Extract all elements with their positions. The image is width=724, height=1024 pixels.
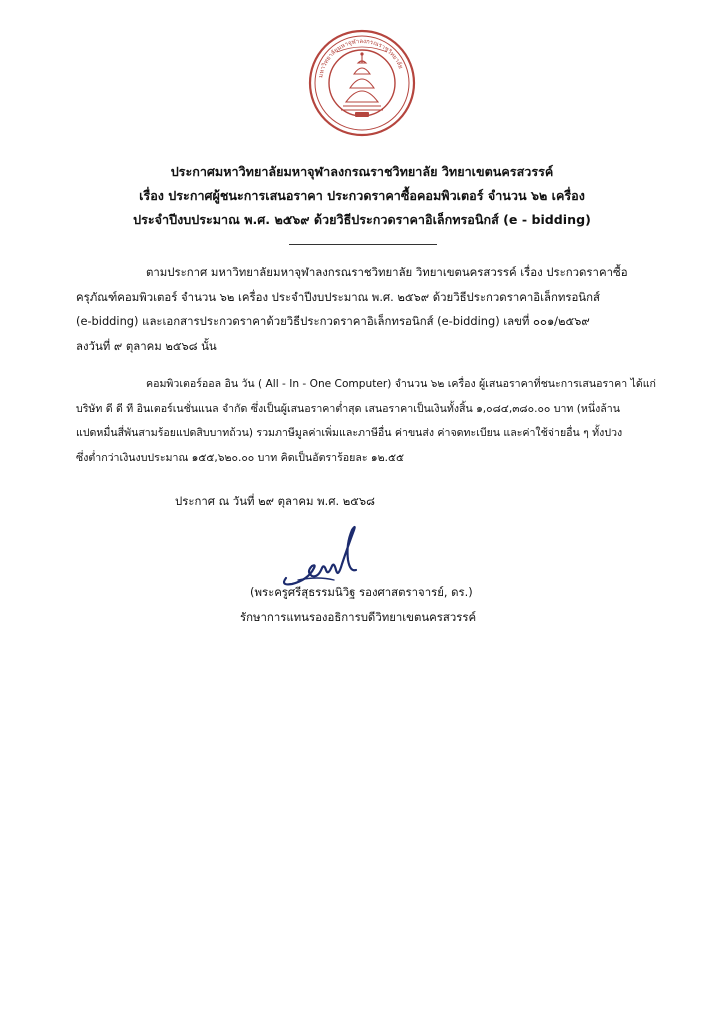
paragraph2-line4: ซึ่งต่ำกว่าเงินงบประมาณ ๑๕๕,๖๒๐.๐๐ บาท คิดเป็นอัตราร้อยละ ๑๒.๕๕ <box>76 451 405 464</box>
paragraph2-line3: แปดหมื่นสี่พันสามร้อยแปดสิบบาทถ้วน) รวมภาษีมูลค่าเพิ่มและภาษีอื่น ค่าขนส่ง ค่าจดทะเบียน และค่าใช้จ่ายอื่น ๆ ทั้งปวง <box>76 427 623 439</box>
paragraph1-line1: ตามประกาศ มหาวิทยาลัยมหาจุฬาลงกรณราชวิทยาลัย วิทยาเขตนครสวรรค์ เรื่อง ประกวดราคาซื้อ <box>146 265 628 279</box>
handwritten-signature <box>278 520 368 590</box>
announcement-date: ประกาศ ณ วันที่ ๒๙ ตุลาคม พ.ศ. ๒๕๖๘ <box>175 494 375 508</box>
header-fiscal-year: ประจำปีงบประมาณ พ.ศ. ๒๕๖๙ ด้วยวิธีประกวดราคาอิเล็กทรอนิกส์ (e - bidding) <box>133 212 591 227</box>
paragraph-winner <box>76 372 656 470</box>
paragraph2-line2: บริษัท ดี ดี ที อินเตอร์เนชั่นแนล จำกัด ซึ่งเป็นผู้เสนอราคาต่ำสุด เสนอราคาเป็นเงินทั้งสิ้น ๑,๐๘๔,๓๘๐.๐๐ บาท (หนึ่งล้าน <box>76 402 620 415</box>
university-seal <box>307 28 417 138</box>
paragraph1-line3: (e-bidding) และเอกสารประกวดราคาด้วยวิธีประกวดราคาอิเล็กทรอนิกส์ (e-bidding) เลขที่ ๐๐๑/๒๕๖๙ <box>76 314 590 328</box>
header-subject: เรื่อง ประกาศผู้ชนะการเสนอราคา ประกวดราคาซื้อคอมพิวเตอร์ จำนวน ๖๒ เครื่อง <box>139 188 585 203</box>
signer-name: (พระครูศรีสุธรรมนิวิฐ รองศาสตราจารย์, ดร.) <box>250 585 473 599</box>
header-institution: ประกาศมหาวิทยาลัยมหาจุฬาลงกรณราชวิทยาลัย วิทยาเขตนครสวรรค์ <box>170 164 554 179</box>
paragraph2-line1: คอมพิวเตอร์ออล อิน วัน ( All - In - One Computer) จำนวน ๖๒ เครื่อง ผู้เสนอราคาที่ชนะการเสนอราคา ได้แก่ <box>146 378 656 390</box>
header-divider <box>289 244 437 245</box>
paragraph-reference <box>76 260 650 358</box>
paragraph1-line4: ลงวันที่ ๙ ตุลาคม ๒๕๖๘ นั้น <box>76 338 217 353</box>
svg-text:มหาวิทยาลัยมหาจุฬาลงกรณราชวิทย: มหาวิทยาลัยมหาจุฬาลงกรณราชวิทยาลัย <box>317 37 405 79</box>
signer-position: รักษาการแทนรองอธิการบดีวิทยาเขตนครสวรรค์ <box>240 610 477 624</box>
announcement-header <box>60 160 664 232</box>
paragraph1-line2: ครุภัณฑ์คอมพิวเตอร์ จำนวน ๖๒ เครื่อง ประจำปีงบประมาณ พ.ศ. ๒๕๖๙ ด้วยวิธีประกวดราคาอิเล็กทรอนิกส์ <box>76 289 600 304</box>
